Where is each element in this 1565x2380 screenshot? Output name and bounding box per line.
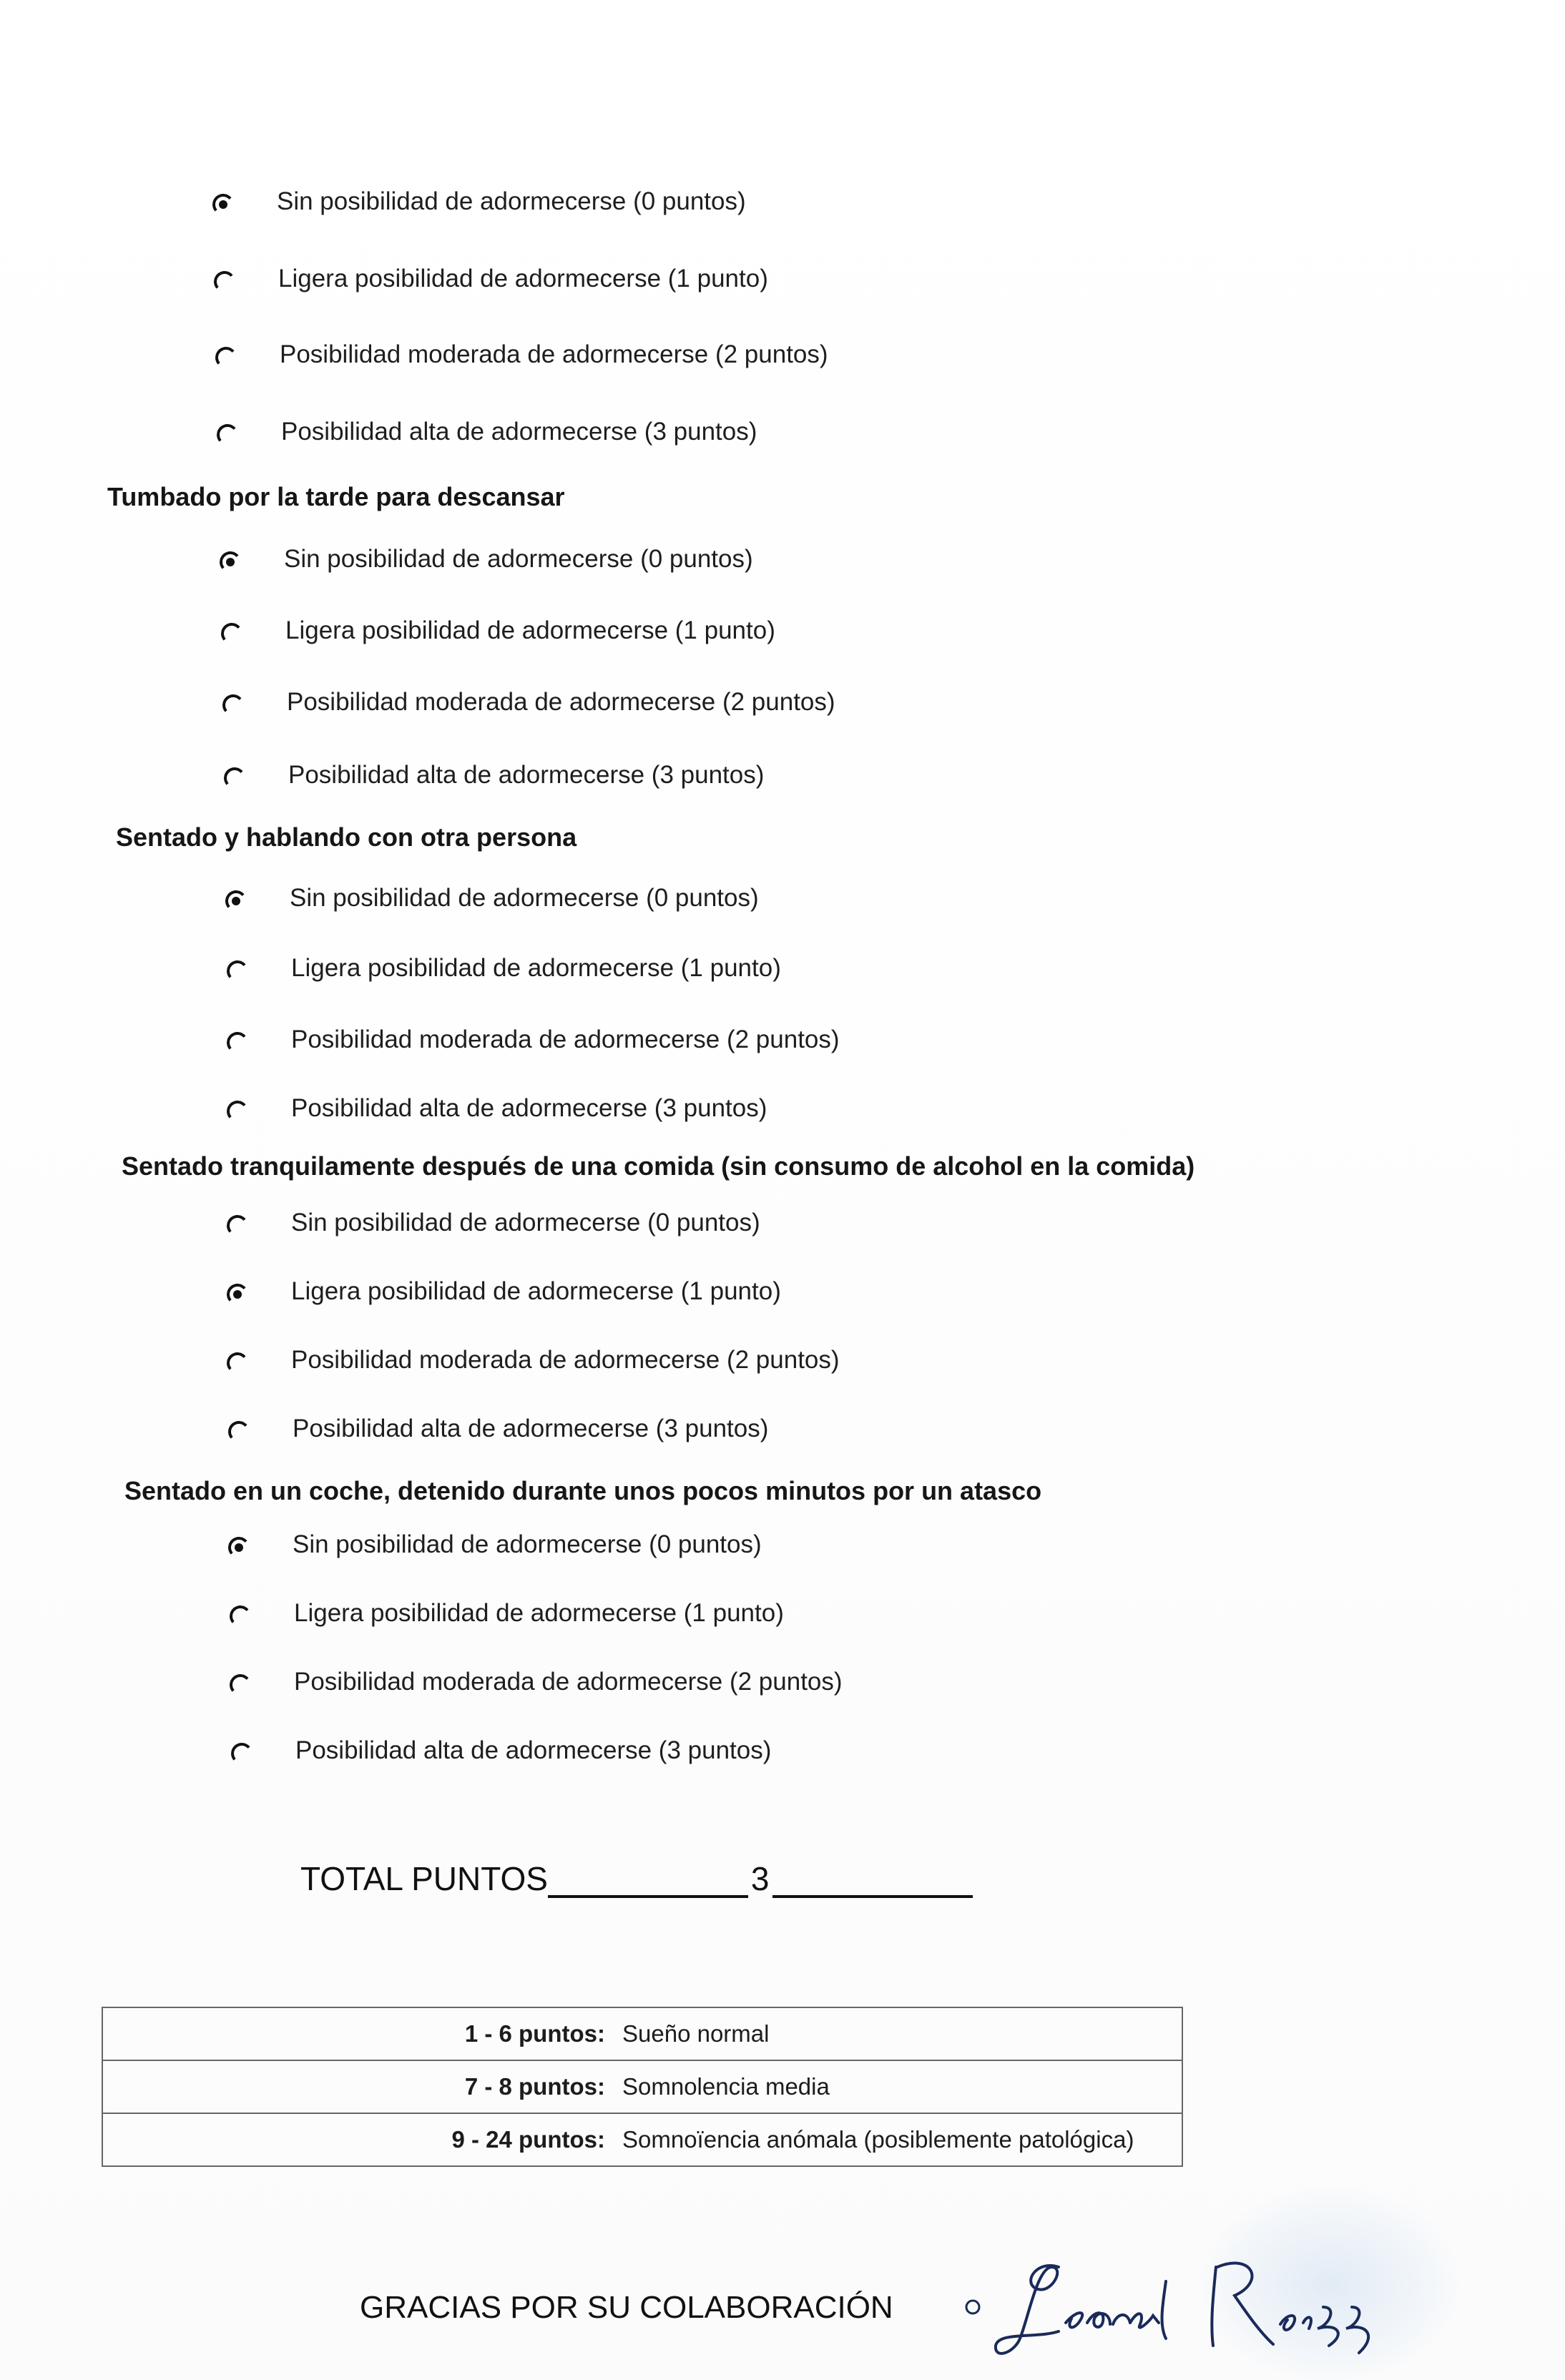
option-label: Posibilidad alta de adormecerse (3 puntos) bbox=[293, 1415, 769, 1442]
radio-checked-icon[interactable] bbox=[218, 549, 240, 570]
option-label: Posibilidad alta de adormecerse (3 puntos) bbox=[288, 761, 765, 789]
option-label: Sin posibilidad de adormecerse (0 puntos) bbox=[284, 545, 753, 573]
radio-option[interactable] bbox=[211, 187, 746, 216]
score-range: 7 - 8 puntos: bbox=[464, 2073, 605, 2100]
option-label: Sin posibilidad de adormecerse (0 puntos) bbox=[291, 1209, 760, 1236]
option-label: Ligera posibilidad de adormecerse (1 punto) bbox=[294, 1599, 784, 1627]
radio-option[interactable] bbox=[224, 884, 759, 913]
radio-option[interactable] bbox=[225, 1026, 840, 1054]
option-label: Posibilidad moderada de adormecerse (2 puntos) bbox=[294, 1668, 843, 1696]
section-title: Tumbado por la tarde para descansar bbox=[107, 482, 565, 511]
radio-unchecked-icon[interactable] bbox=[212, 268, 234, 290]
total-underline-left bbox=[548, 1862, 748, 1898]
section-title: Sentado y hablando con otra persona bbox=[116, 822, 577, 852]
radio-option[interactable] bbox=[230, 1736, 771, 1765]
radio-unchecked-icon[interactable] bbox=[215, 421, 237, 443]
radio-option[interactable] bbox=[225, 1094, 767, 1123]
score-description: Somnoïencia anómala (posiblemente patológica) bbox=[622, 2126, 1134, 2153]
table-row bbox=[103, 2008, 1182, 2061]
radio-option[interactable] bbox=[227, 1530, 762, 1559]
radio-unchecked-icon[interactable] bbox=[227, 1418, 248, 1440]
radio-option[interactable] bbox=[212, 265, 768, 293]
option-label: Posibilidad alta de adormecerse (3 puntos) bbox=[295, 1736, 772, 1764]
radio-option[interactable] bbox=[214, 340, 828, 369]
section-title: Sentado tranquilamente después de una comida (sin consumo de alcohol en la comida) bbox=[122, 1151, 1195, 1181]
signature-stroke bbox=[1212, 2263, 1273, 2346]
signature-stroke bbox=[1280, 2307, 1368, 2353]
radio-unchecked-icon[interactable] bbox=[225, 1098, 247, 1119]
handwritten-signature bbox=[951, 2238, 1409, 2374]
radio-checked-icon[interactable] bbox=[227, 1534, 248, 1555]
option-label: Posibilidad moderada de adormecerse (2 puntos) bbox=[280, 340, 828, 368]
option-label: Sin posibilidad de adormecerse (0 puntos) bbox=[293, 1530, 762, 1558]
radio-checked-icon[interactable] bbox=[211, 191, 232, 212]
radio-option[interactable] bbox=[218, 545, 753, 574]
option-label: Posibilidad moderada de adormecerse (2 puntos) bbox=[287, 688, 835, 716]
radio-unchecked-icon[interactable] bbox=[214, 344, 235, 365]
score-interpretation-table bbox=[102, 2007, 1183, 2167]
option-label: Posibilidad moderada de adormecerse (2 puntos) bbox=[291, 1026, 840, 1053]
score-range: 1 - 6 puntos: bbox=[464, 2020, 605, 2047]
radio-option[interactable] bbox=[228, 1599, 784, 1628]
signature-stroke bbox=[996, 2266, 1059, 2354]
option-label: Posibilidad alta de adormecerse (3 puntos) bbox=[291, 1094, 767, 1122]
radio-option[interactable] bbox=[221, 688, 835, 717]
score-description: Sueño normal bbox=[622, 2020, 770, 2047]
option-label: Posibilidad moderada de adormecerse (2 puntos) bbox=[291, 1346, 840, 1374]
radio-option[interactable] bbox=[227, 1415, 768, 1443]
radio-checked-icon[interactable] bbox=[225, 1281, 247, 1302]
radio-option[interactable] bbox=[228, 1668, 843, 1696]
option-label: Sin posibilidad de adormecerse (0 puntos) bbox=[290, 884, 759, 912]
signature-dot-icon bbox=[966, 2301, 979, 2313]
radio-unchecked-icon[interactable] bbox=[230, 1740, 251, 1761]
option-label: Ligera posibilidad de adormecerse (1 punto) bbox=[291, 1277, 781, 1305]
radio-option[interactable] bbox=[222, 761, 764, 790]
table-row bbox=[103, 2061, 1182, 2114]
radio-unchecked-icon[interactable] bbox=[225, 1212, 247, 1234]
score-range: 9 - 24 puntos: bbox=[451, 2126, 605, 2153]
radio-option[interactable] bbox=[225, 1277, 781, 1306]
radio-checked-icon[interactable] bbox=[224, 887, 245, 909]
total-value[interactable]: 3 bbox=[750, 1860, 770, 1897]
option-label: Ligera posibilidad de adormecerse (1 punto) bbox=[285, 616, 775, 644]
section-title: Sentado en un coche, detenido durante unos pocos minutos por un atasco bbox=[124, 1476, 1042, 1505]
radio-option[interactable] bbox=[225, 1346, 840, 1375]
radio-unchecked-icon[interactable] bbox=[228, 1671, 250, 1693]
radio-unchecked-icon[interactable] bbox=[225, 958, 247, 979]
thanks-message: GRACIAS POR SU COLABORACIÓN bbox=[360, 2290, 893, 2325]
table-row bbox=[103, 2114, 1182, 2165]
total-score bbox=[300, 1859, 973, 1898]
total-underline-right bbox=[772, 1862, 973, 1898]
signature-stroke bbox=[1066, 2281, 1166, 2339]
radio-unchecked-icon[interactable] bbox=[222, 764, 244, 786]
total-label: TOTAL PUNTOS bbox=[300, 1860, 548, 1897]
radio-option[interactable] bbox=[225, 1209, 760, 1237]
radio-option[interactable] bbox=[225, 954, 781, 983]
radio-option[interactable] bbox=[220, 616, 775, 645]
radio-unchecked-icon[interactable] bbox=[228, 1603, 250, 1624]
radio-unchecked-icon[interactable] bbox=[220, 620, 241, 641]
score-description: Somnolencia media bbox=[622, 2073, 830, 2100]
radio-unchecked-icon[interactable] bbox=[225, 1029, 247, 1051]
option-label: Posibilidad alta de adormecerse (3 puntos) bbox=[281, 418, 757, 446]
radio-unchecked-icon[interactable] bbox=[225, 1349, 247, 1371]
option-label: Ligera posibilidad de adormecerse (1 punto) bbox=[291, 954, 781, 982]
option-label: Ligera posibilidad de adormecerse (1 punto) bbox=[278, 265, 768, 292]
option-label: Sin posibilidad de adormecerse (0 puntos) bbox=[277, 187, 746, 215]
radio-unchecked-icon[interactable] bbox=[221, 692, 242, 713]
radio-option[interactable] bbox=[215, 418, 757, 446]
